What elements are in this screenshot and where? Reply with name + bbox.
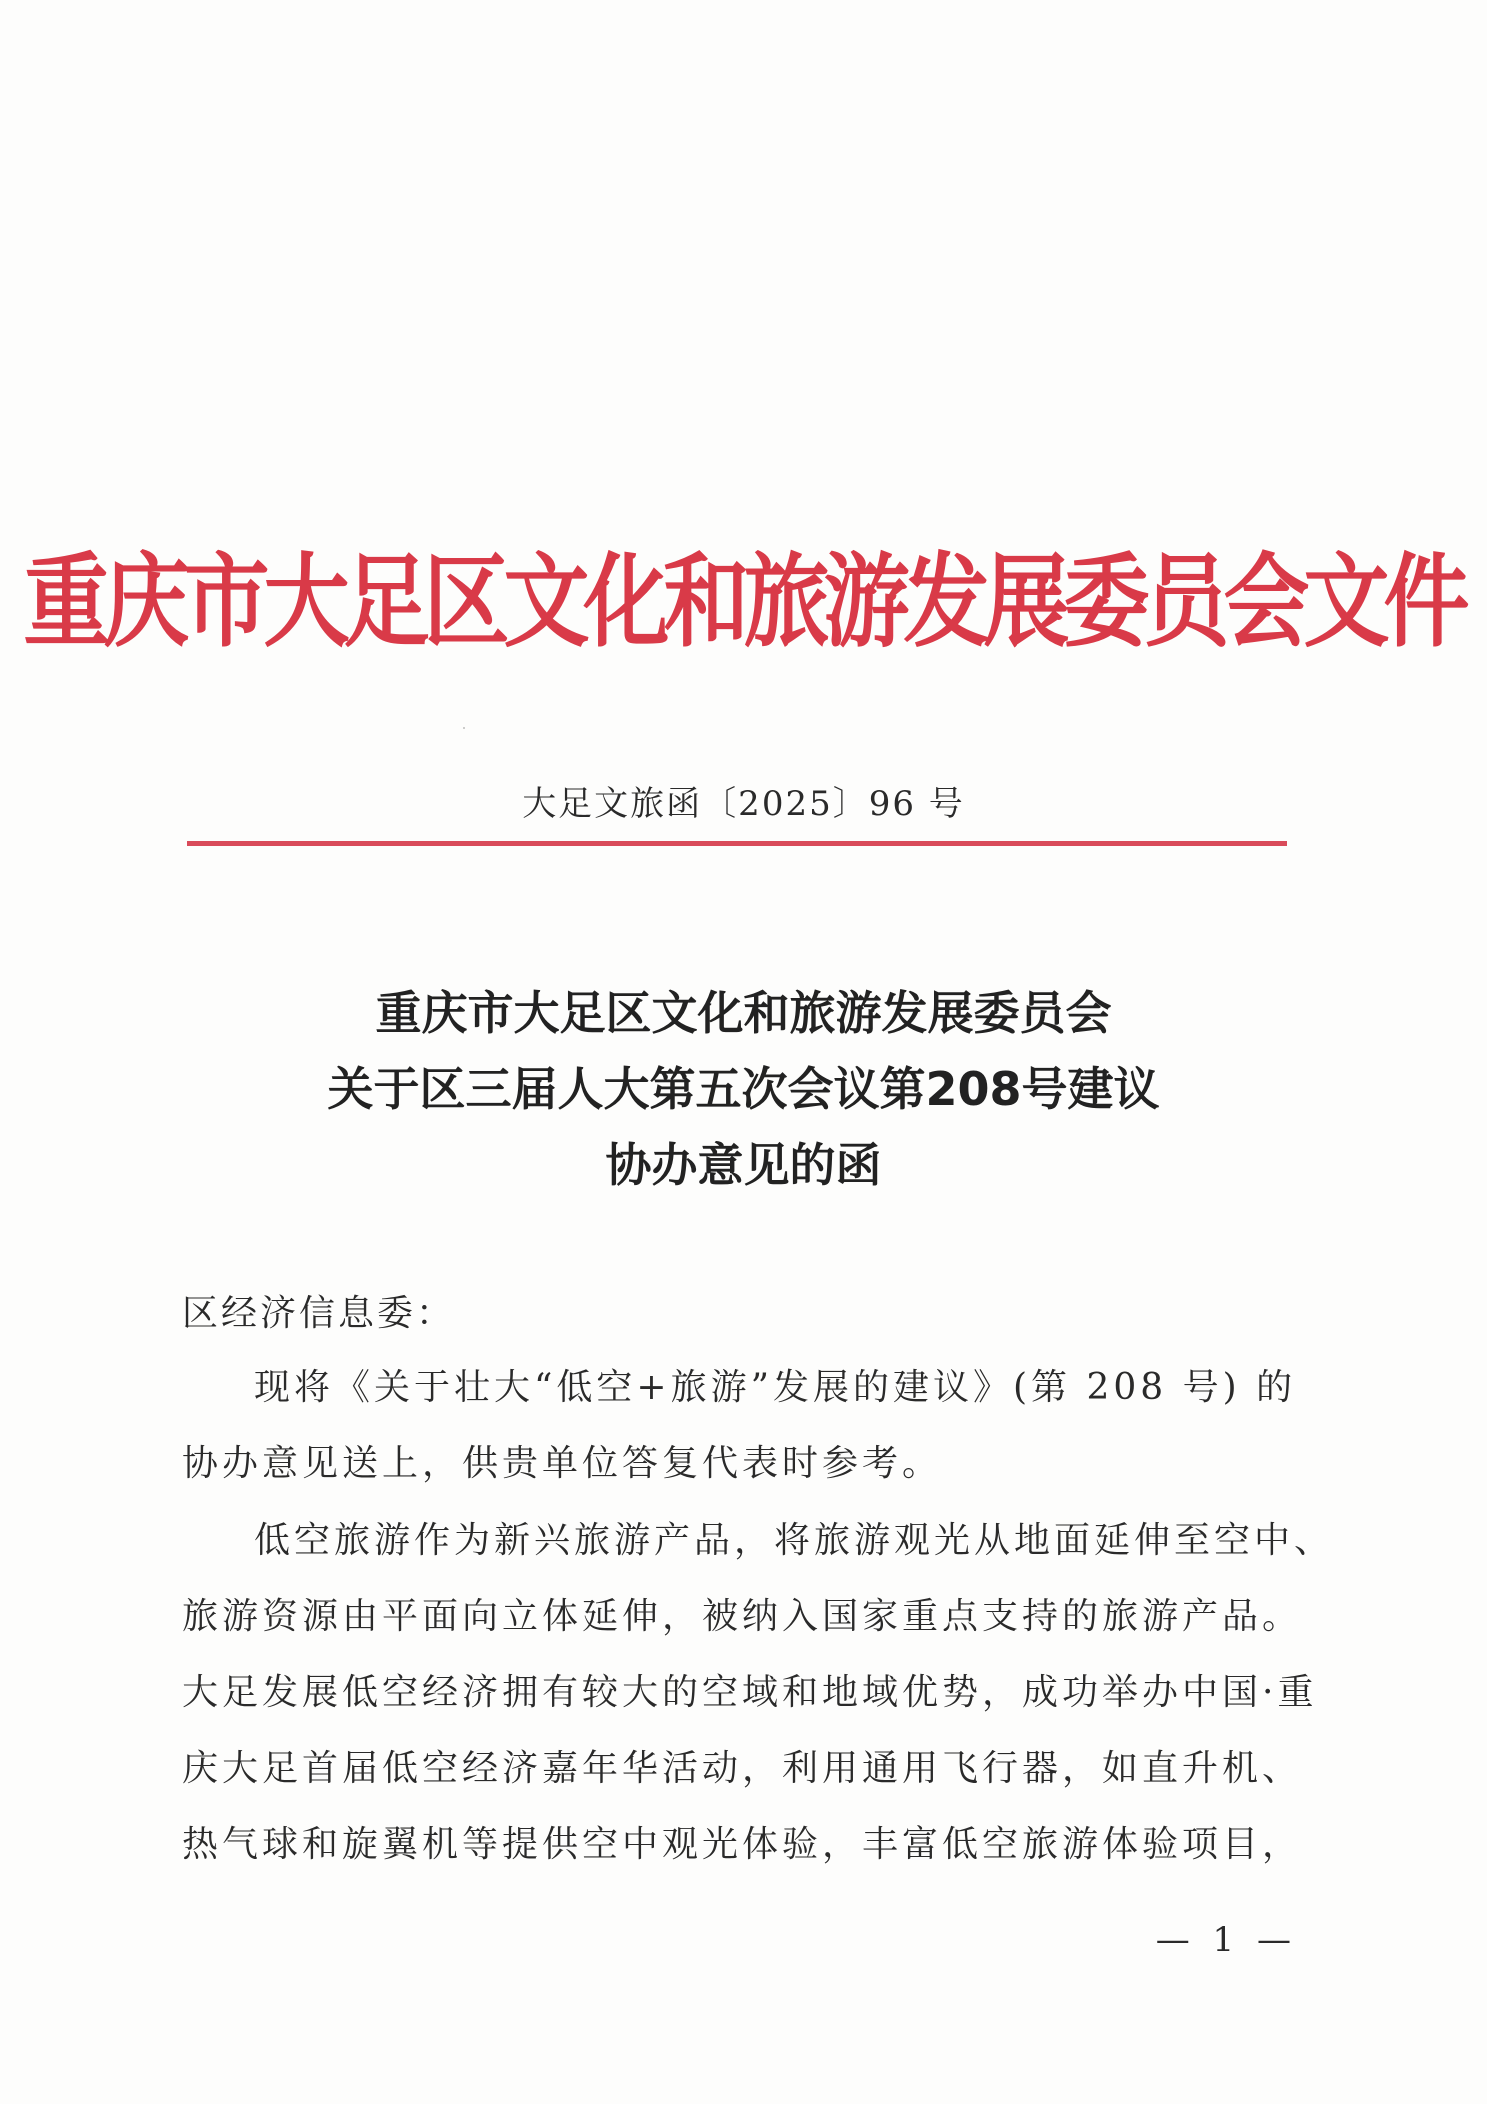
salutation: 区经济信息委： (182, 1293, 456, 1334)
document-number: 大足文旅函〔2025〕96 号 (522, 784, 965, 824)
paragraph-2-line-2: 旅游资源由平面向立体延伸，被纳入国家重点支持的旅游产品。 (182, 1596, 1303, 1637)
red-divider-rule (187, 841, 1287, 846)
paragraph-1-line-2: 协办意见送上，供贵单位答复代表时参考。 (182, 1443, 943, 1484)
paragraph-2-line-4: 庆大足首届低空经济嘉年华活动，利用通用飞行器，如直升机、 (182, 1748, 1303, 1789)
paragraph-2-line-3: 大足发展低空经济拥有较大的空域和地域优势，成功举办中国·重 (182, 1672, 1318, 1713)
paragraph-2-line-5: 热气球和旋翼机等提供空中观光体验，丰富低空旅游体验项目， (182, 1824, 1303, 1865)
paragraph-1-line-1: 现将《关于壮大“低空+旅游”发展的建议》(第 208 号) 的 (254, 1367, 1297, 1408)
document-subject (0, 975, 1487, 1203)
paragraph-2-line-1: 低空旅游作为新兴旅游产品，将旅游观光从地面延伸至空中、 (254, 1520, 1335, 1561)
page-number: — 1 — (1155, 1920, 1297, 1960)
scan-speck (463, 727, 465, 729)
paragraph-1 (182, 1350, 1297, 1502)
subject-line-1: 重庆市大足区文化和旅游发展委员会 (375, 986, 1112, 1040)
subject-line-2: 关于区三届人大第五次会议第208号建议 (327, 1062, 1160, 1116)
paragraph-2 (182, 1503, 1335, 1883)
subject-line-3: 协办意见的函 (605, 1138, 882, 1192)
document-header-title: 重庆市大足区文化和旅游发展委员会文件 (23, 543, 1464, 662)
